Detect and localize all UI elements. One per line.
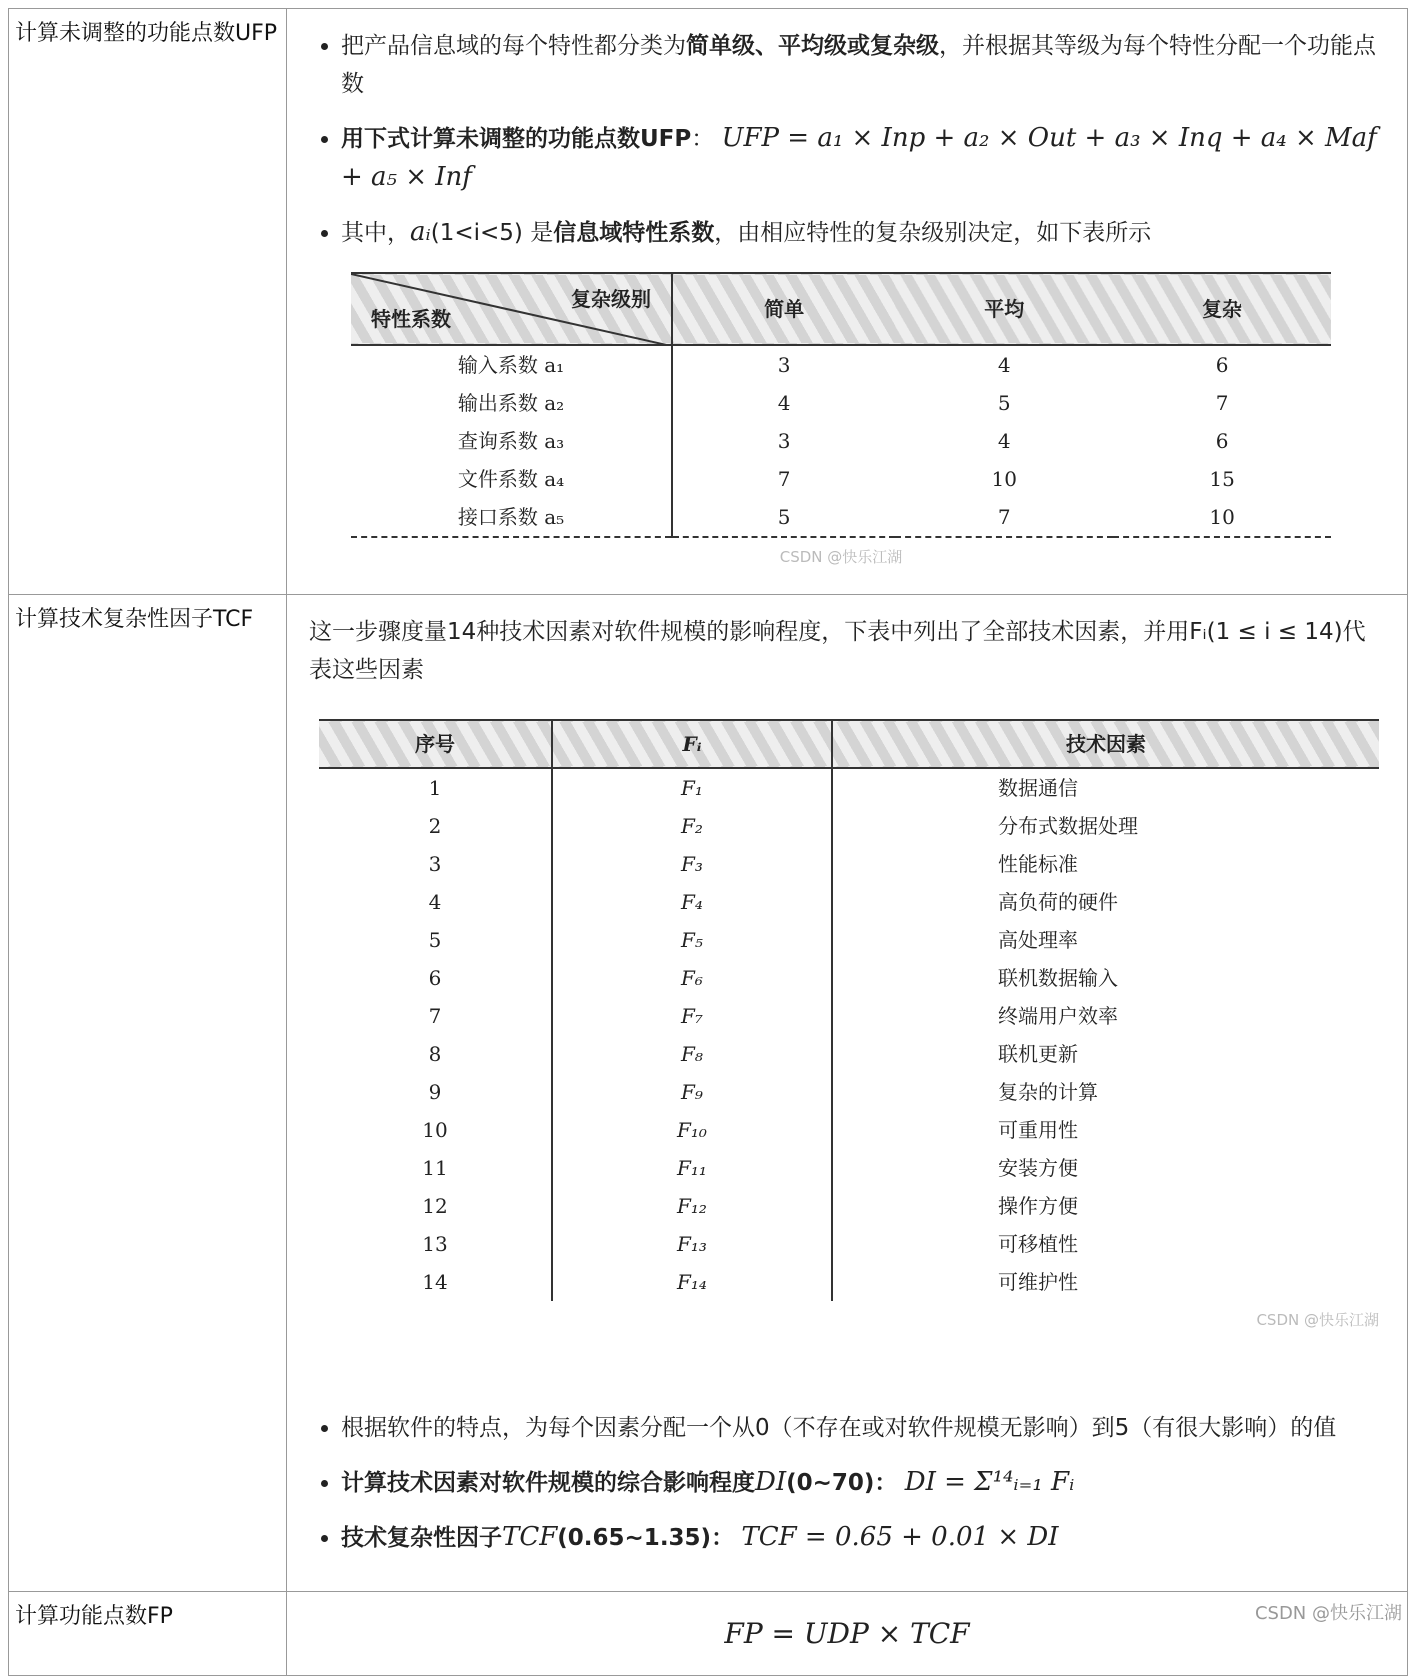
row-index: 4 — [319, 883, 552, 921]
text: ，由相应特性的复杂级别决定，如下表所示 — [714, 220, 1152, 246]
factor-symbol: F₈ — [552, 1035, 832, 1073]
factor-name: 可移植性 — [998, 1232, 1078, 1256]
factor-symbol: F₁₃ — [552, 1225, 832, 1263]
table-row — [319, 768, 1379, 807]
fp-formula: FP = UDP × TCF — [724, 1617, 970, 1650]
column-header: 简单 — [764, 297, 805, 321]
cell: 6 — [1215, 429, 1229, 453]
list-item: • 根据软件的特点，为每个因素分配一个从0（不存在或对软件规模无影响）到5（有很大影响）的值 — [341, 1409, 1385, 1447]
cell: 4 — [997, 429, 1011, 453]
watermark: CSDN @快乐江湖 — [1254, 1603, 1402, 1624]
table-row — [351, 345, 1331, 384]
intro-text: 这一步骤度量14种技术因素对软件规模的影响程度，下表中列出了全部技术因素，并用Fᵢ(1 ≤ i ≤ 14)代表这些因素 — [309, 619, 1366, 683]
row-content-cell — [287, 595, 1408, 1592]
table-row — [351, 460, 1331, 498]
row-name: 查询系数 a₃ — [351, 422, 672, 460]
row-index: 5 — [319, 921, 552, 959]
row-label: 计算未调整的功能点数UFP — [15, 21, 278, 46]
row-index: 2 — [319, 807, 552, 845]
row-index: 13 — [319, 1225, 552, 1263]
row-label-cell — [9, 595, 287, 1592]
factor-name: 安装方便 — [998, 1156, 1078, 1180]
cell: 6 — [1215, 353, 1229, 377]
column-header: 技术因素 — [1066, 732, 1146, 756]
row-index: 3 — [319, 845, 552, 883]
text: 把产品信息域的每个特性都分类为 — [341, 33, 686, 59]
math-var: TCF — [502, 1522, 558, 1552]
content-table — [8, 8, 1408, 1676]
table-row — [319, 1149, 1379, 1187]
row-label-cell — [9, 1592, 287, 1676]
factor-symbol: F₂ — [552, 807, 832, 845]
table-row — [319, 845, 1379, 883]
factor-symbol: F₃ — [552, 845, 832, 883]
factor-name: 联机数据输入 — [998, 966, 1118, 990]
row-label: 计算功能点数FP — [15, 1604, 173, 1629]
coefficient-table — [351, 272, 1331, 576]
row-index: 12 — [319, 1187, 552, 1225]
factor-symbol: F₁₂ — [552, 1187, 832, 1225]
bullet-list — [309, 27, 1385, 252]
cell: 7 — [997, 505, 1011, 529]
technical-factors-table — [319, 719, 1379, 1339]
bold-text: (0~70)： — [786, 1470, 898, 1496]
table-row — [351, 422, 1331, 460]
cell: 5 — [997, 391, 1011, 415]
factor-symbol: F₅ — [552, 921, 832, 959]
cell: 4 — [777, 391, 791, 415]
factor-name: 操作方便 — [998, 1194, 1078, 1218]
factor-name: 复杂的计算 — [998, 1080, 1098, 1104]
row-content-cell — [287, 9, 1408, 595]
row-index: 6 — [319, 959, 552, 997]
list-item — [341, 1518, 1385, 1557]
table-row — [319, 1073, 1379, 1111]
table-row — [319, 807, 1379, 845]
factor-symbol: F₁₀ — [552, 1111, 832, 1149]
factor-symbol: F₇ — [552, 997, 832, 1035]
factor-name: 高处理率 — [998, 928, 1078, 952]
table-row — [319, 1035, 1379, 1073]
corner-top-label: 复杂级别 — [571, 287, 651, 311]
di-formula: DI = Σ¹⁴ᵢ₌₁ Fᵢ — [904, 1467, 1075, 1497]
bullet-list — [309, 1409, 1385, 1557]
row-index: 1 — [319, 768, 552, 807]
row-index: 14 — [319, 1263, 552, 1301]
factor-name: 终端用户效率 — [998, 1004, 1118, 1028]
cell: 3 — [777, 429, 791, 453]
row-index: 7 — [319, 997, 552, 1035]
table-row — [319, 883, 1379, 921]
row-index: 9 — [319, 1073, 552, 1111]
column-header: 序号 — [319, 720, 552, 768]
bold-text: 计算技术因素对软件规模的综合影响程度 — [341, 1470, 755, 1496]
bold-text: 技术复杂性因子 — [341, 1525, 502, 1551]
table-body — [319, 768, 1379, 1339]
row-name: 文件系数 a₄ — [351, 460, 672, 498]
list-item — [341, 27, 1385, 103]
bold-text: 信息域特性系数 — [553, 220, 715, 246]
factor-symbol: F₁ — [552, 768, 832, 807]
table-row — [319, 1111, 1379, 1149]
bold-text: (0.65~1.35)： — [557, 1525, 735, 1551]
bold-text: 简单级、平均级或复杂级 — [686, 33, 939, 59]
table-row — [351, 498, 1331, 537]
table-row — [351, 384, 1331, 422]
text: ，并根据其等级为每个特性分配一个功能点数 — [341, 33, 1376, 97]
factor-name: 数据通信 — [998, 776, 1078, 800]
table-row — [319, 921, 1379, 959]
row-index: 8 — [319, 1035, 552, 1073]
factor-name: 联机更新 — [998, 1042, 1078, 1066]
cell: 5 — [777, 505, 791, 529]
column-header: 复杂 — [1202, 297, 1243, 321]
text: ： — [691, 126, 715, 152]
bold-text: 用下式计算未调整的功能点数UFP — [341, 126, 692, 152]
corner-bottom-label: 特性系数 — [371, 307, 451, 331]
list-item — [341, 1463, 1385, 1502]
row-index: 11 — [319, 1149, 552, 1187]
row-label-cell — [9, 9, 287, 595]
cell: 10 — [991, 467, 1017, 491]
list-item — [341, 213, 1385, 252]
factor-name: 分布式数据处理 — [998, 814, 1138, 838]
cell: 15 — [1209, 467, 1235, 491]
column-header: 平均 — [984, 297, 1025, 321]
factor-symbol: F₁₄ — [552, 1263, 832, 1301]
row-name: 输入系数 a₁ — [351, 345, 672, 384]
row-index: 10 — [319, 1111, 552, 1149]
table-watermark: CSDN @快乐江湖 — [1256, 1311, 1379, 1329]
text: (1<i<5) 是 — [430, 220, 554, 246]
cell: 7 — [777, 467, 791, 491]
cell: 10 — [1209, 505, 1235, 529]
row-content-cell — [287, 1592, 1408, 1676]
factor-symbol: F₁₁ — [552, 1149, 832, 1187]
corner-header — [351, 273, 672, 345]
table-row — [319, 1225, 1379, 1263]
row-label: 计算技术复杂性因子TCF — [15, 607, 254, 632]
factor-symbol: F₉ — [552, 1073, 832, 1111]
table-watermark: CSDN @快乐江湖 — [779, 548, 903, 566]
table-row — [319, 997, 1379, 1035]
ufp-formula: UFP = a₁ × Inp + a₂ × Out + a₃ × Inq + a₄ × Maf + a₅ × Inf — [341, 123, 1377, 192]
table-row — [319, 1263, 1379, 1301]
cell: 7 — [1215, 391, 1229, 415]
row-name: 接口系数 a₅ — [351, 498, 672, 537]
factor-name: 可维护性 — [998, 1270, 1078, 1294]
column-header: Fᵢ — [552, 720, 832, 768]
factor-name: 可重用性 — [998, 1118, 1078, 1142]
row-name: 输出系数 a₂ — [351, 384, 672, 422]
factor-name: 性能标准 — [998, 852, 1078, 876]
math-var: aᵢ — [410, 217, 431, 247]
factor-name: 高负荷的硬件 — [998, 890, 1118, 914]
table-row — [319, 959, 1379, 997]
table-row — [319, 1187, 1379, 1225]
tcf-formula: TCF = 0.65 + 0.01 × DI — [741, 1522, 1059, 1552]
math-var: DI — [755, 1467, 787, 1497]
factor-symbol: F₄ — [552, 883, 832, 921]
cell: 4 — [997, 353, 1011, 377]
cell: 3 — [777, 353, 791, 377]
factor-symbol: F₆ — [552, 959, 832, 997]
text: 其中， — [341, 220, 410, 246]
list-item — [341, 119, 1385, 197]
